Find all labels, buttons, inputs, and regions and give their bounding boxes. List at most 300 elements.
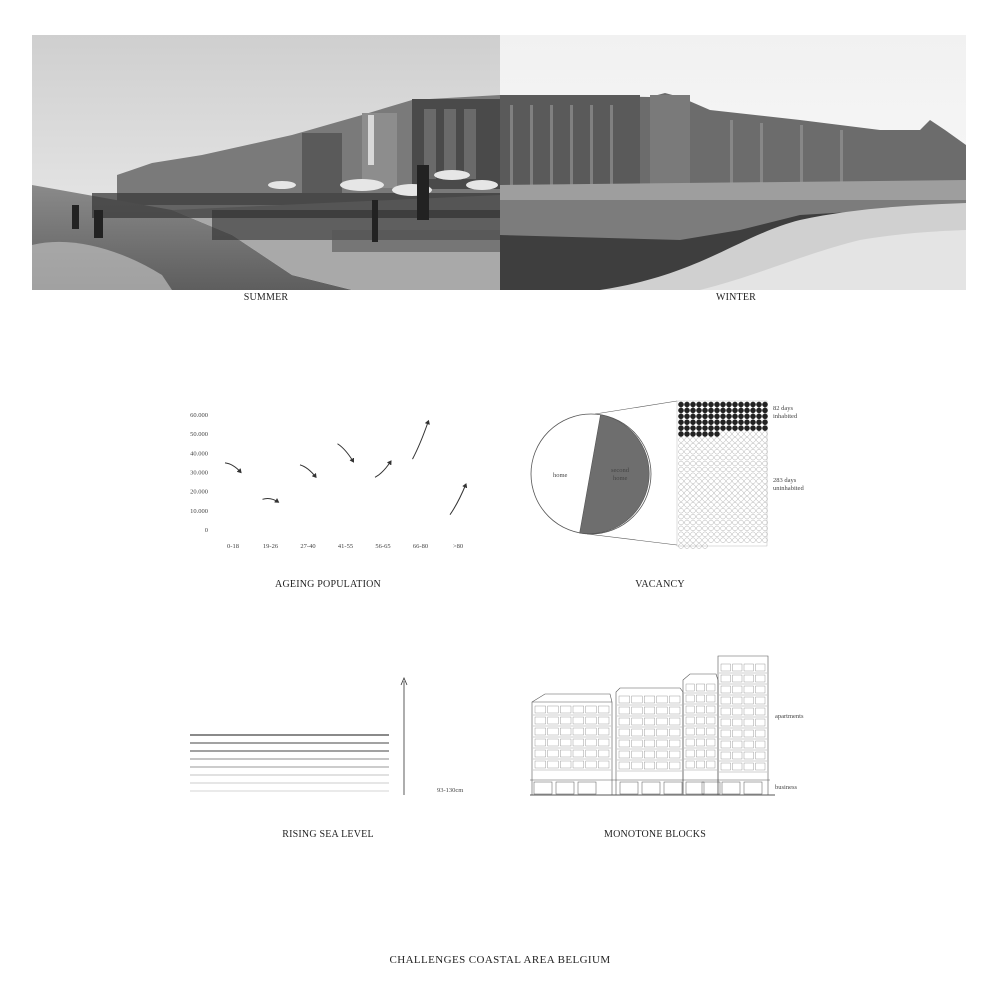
uninhabited-day-dot: [697, 479, 702, 484]
apartment-window: [560, 761, 571, 768]
x-tick-label: 56-65: [375, 543, 391, 550]
inhabited-day-dot: [762, 408, 767, 413]
summer-caption: SUMMER: [243, 292, 289, 303]
apartment-window: [535, 750, 546, 757]
uninhabited-day-dot: [757, 514, 762, 519]
inhabited-label-line1: 82 days: [773, 405, 794, 412]
uninhabited-day-dot: [691, 514, 696, 519]
uninhabited-day-dot: [715, 508, 720, 513]
apartment-window: [756, 741, 766, 748]
uninhabited-day-dot: [697, 508, 702, 513]
inhabited-day-dot: [744, 414, 749, 419]
apartment-window: [707, 684, 715, 691]
uninhabited-day-dot: [685, 485, 690, 490]
apartment-window: [632, 707, 643, 714]
uninhabited-day-dot: [721, 467, 726, 472]
uninhabited-day-dot: [715, 449, 720, 454]
uninhabited-day-dot: [727, 443, 732, 448]
apartment-window: [733, 730, 743, 737]
apartment-window: [686, 761, 694, 768]
apartment-window: [744, 719, 754, 726]
uninhabited-day-dot: [715, 455, 720, 460]
uninhabited-day-dot: [715, 479, 720, 484]
y-tick-label: 60.000: [190, 412, 208, 419]
apartment-window: [669, 729, 680, 736]
apartment-window: [573, 728, 584, 735]
uninhabited-day-dot: [739, 532, 744, 537]
uninhabited-day-dot: [739, 497, 744, 502]
inhabited-day-dot: [678, 420, 683, 425]
shop-front: [702, 782, 720, 794]
uninhabited-day-dot: [703, 520, 708, 525]
apartment-window: [756, 708, 766, 715]
uninhabited-day-dot: [751, 485, 756, 490]
uninhabited-day-dot: [745, 514, 750, 519]
uninhabited-day-dot: [757, 485, 762, 490]
shop-front: [620, 782, 638, 794]
apartment-window: [657, 751, 668, 758]
apartment-window: [686, 695, 694, 702]
uninhabited-day-dot: [709, 443, 714, 448]
uninhabited-day-dot: [691, 461, 696, 466]
inhabited-day-dot: [744, 402, 749, 407]
uninhabited-day-dot: [733, 520, 738, 525]
apartment-window: [733, 675, 743, 682]
uninhabited-day-dot: [715, 491, 720, 496]
uninhabited-day-dot: [721, 532, 726, 537]
uninhabited-day-dot: [697, 443, 702, 448]
inhabited-day-dot: [696, 408, 701, 413]
uninhabited-day-dot: [763, 473, 768, 478]
apartment-window: [598, 761, 609, 768]
uninhabited-day-dot: [709, 438, 714, 443]
uninhabited-day-dot: [715, 485, 720, 490]
uninhabited-day-dot: [697, 455, 702, 460]
uninhabited-day-dot: [745, 520, 750, 525]
apartment-window: [586, 739, 597, 746]
inhabited-day-dot: [738, 414, 743, 419]
uninhabited-day-dot: [757, 497, 762, 502]
uninhabited-day-dot: [721, 449, 726, 454]
ageing-population-chart: [180, 400, 480, 560]
inhabited-day-dot: [762, 420, 767, 425]
y-tick-label: 20.000: [190, 488, 208, 496]
uninhabited-day-dot: [751, 438, 756, 443]
uninhabited-day-dot: [697, 473, 702, 478]
uninhabited-day-dot: [685, 526, 690, 531]
uninhabited-day-dot: [727, 538, 732, 543]
uninhabited-day-dot: [703, 538, 708, 543]
inhabited-day-dot: [756, 426, 761, 431]
apartment-window: [560, 706, 571, 713]
inhabited-day-dot: [690, 431, 695, 436]
y-tick-label: 0: [204, 527, 208, 534]
apartment-window: [721, 686, 731, 693]
uninhabited-day-dot: [715, 514, 720, 519]
uninhabited-day-dot: [703, 526, 708, 531]
apartment-window: [733, 763, 743, 770]
uninhabited-day-dot: [757, 432, 762, 437]
uninhabited-day-dot: [733, 461, 738, 466]
winter-caption: WINTER: [715, 292, 757, 303]
y-tick-label: 10.000: [190, 507, 208, 515]
uninhabited-day-dot: [715, 473, 720, 478]
uninhabited-day-dot: [751, 497, 756, 502]
uninhabited-day-dot: [721, 461, 726, 466]
inhabited-day-dot: [708, 402, 713, 407]
shop-front: [642, 782, 660, 794]
uninhabited-day-dot: [721, 502, 726, 507]
uninhabited-day-dot: [739, 485, 744, 490]
apartment-window: [598, 750, 609, 757]
uninhabited-day-dot: [703, 514, 708, 519]
uninhabited-day-dot: [733, 508, 738, 513]
uninhabited-day-dot: [691, 508, 696, 513]
uninhabited-day-dot: [727, 485, 732, 490]
x-tick-label: 66-80: [412, 543, 429, 550]
uninhabited-day-dot: [739, 467, 744, 472]
uninhabited-day-dot: [763, 449, 768, 454]
inhabited-day-dot: [720, 426, 725, 431]
uninhabited-day-dot: [691, 473, 696, 478]
uninhabited-day-dot: [745, 455, 750, 460]
uninhabited-day-dot: [679, 491, 684, 496]
uninhabited-day-dot: [703, 532, 708, 537]
uninhabited-day-dot: [757, 438, 762, 443]
apartment-window: [619, 696, 630, 703]
inhabited-day-dot: [678, 426, 683, 431]
uninhabited-day-dot: [745, 491, 750, 496]
inhabited-day-dot: [756, 408, 761, 413]
shop-front: [578, 782, 596, 794]
uninhabited-day-dot: [745, 461, 750, 466]
uninhabited-day-dot: [721, 508, 726, 513]
uninhabited-day-dot: [727, 455, 732, 460]
uninhabited-day-dot: [727, 520, 732, 525]
apartment-window: [535, 739, 546, 746]
apartment-window: [756, 719, 766, 726]
uninhabited-day-dot: [709, 538, 714, 543]
inhabited-day-dot: [708, 408, 713, 413]
apartment-window: [619, 718, 630, 725]
uninhabited-day-dot: [679, 467, 684, 472]
inhabited-day-dot: [714, 408, 719, 413]
uninhabited-day-dot: [763, 443, 768, 448]
apartment-window: [756, 686, 766, 693]
inhabited-day-dot: [750, 402, 755, 407]
uninhabited-day-dot: [679, 479, 684, 484]
apartment-window: [657, 740, 668, 747]
inhabited-day-dot: [684, 402, 689, 407]
uninhabited-day-dot: [733, 455, 738, 460]
apartment-window: [644, 751, 655, 758]
uninhabited-day-dot: [727, 491, 732, 496]
inhabited-day-dot: [750, 426, 755, 431]
inhabited-day-dot: [696, 402, 701, 407]
uninhabited-day-dot: [691, 485, 696, 490]
ageing-population-caption: AGEING POPULATION: [275, 579, 381, 590]
inhabited-day-dot: [744, 426, 749, 431]
uninhabited-day-dot: [733, 432, 738, 437]
uninhabited-day-dot: [763, 532, 768, 537]
x-tick-label: 41-55: [337, 543, 354, 550]
apartment-window: [744, 664, 754, 671]
apartment-window: [632, 740, 643, 747]
apartment-window: [619, 729, 630, 736]
apartment-window: [744, 697, 754, 704]
inhabited-day-dot: [678, 414, 683, 419]
uninhabited-day-dot: [751, 502, 756, 507]
uninhabited-day-dot: [709, 473, 714, 478]
uninhabited-day-dot: [703, 479, 708, 484]
apartment-window: [548, 761, 559, 768]
uninhabited-day-dot: [763, 485, 768, 490]
uninhabited-day-dot: [703, 508, 708, 513]
uninhabited-day-dot: [739, 461, 744, 466]
inhabited-day-dot: [714, 402, 719, 407]
apartment-window: [721, 675, 731, 682]
apartment-window: [632, 729, 643, 736]
apartment-window: [598, 739, 609, 746]
uninhabited-day-dot: [733, 473, 738, 478]
uninhabited-day-dot: [751, 449, 756, 454]
uninhabited-day-dot: [721, 438, 726, 443]
uninhabited-day-dot: [685, 520, 690, 525]
uninhabited-day-dot: [709, 514, 714, 519]
uninhabited-day-dot: [763, 467, 768, 472]
uninhabited-day-dot: [733, 467, 738, 472]
uninhabited-day-dot: [739, 473, 744, 478]
uninhabited-day-dot: [709, 491, 714, 496]
uninhabited-day-dot: [733, 526, 738, 531]
inhabited-day-dot: [726, 408, 731, 413]
uninhabited-day-dot: [679, 438, 684, 443]
apartment-window: [573, 717, 584, 724]
uninhabited-day-dot: [727, 502, 732, 507]
uninhabited-day-dot: [751, 514, 756, 519]
apartment-window: [644, 729, 655, 736]
uninhabited-day-dot: [709, 449, 714, 454]
connector-bottom: [587, 534, 677, 545]
second-home-label-line2: home: [613, 475, 628, 482]
uninhabited-day-dot: [685, 449, 690, 454]
uninhabited-day-dot: [691, 443, 696, 448]
uninhabited-day-dot: [745, 508, 750, 513]
inhabited-day-dot: [684, 420, 689, 425]
monotone-blocks-elevation: [530, 650, 850, 800]
connector-top: [595, 401, 677, 414]
uninhabited-day-dot: [721, 526, 726, 531]
apartment-window: [696, 761, 704, 768]
second-home-label-line1: second: [611, 467, 630, 474]
inhabited-day-dot: [738, 426, 743, 431]
uninhabited-day-dot: [745, 497, 750, 502]
inhabited-day-dot: [720, 420, 725, 425]
apartment-window: [756, 697, 766, 704]
inhabited-day-dot: [696, 420, 701, 425]
uninhabited-day-dot: [733, 449, 738, 454]
apartment-window: [657, 729, 668, 736]
uninhabited-label-line1: 283 days: [773, 477, 797, 484]
apartment-window: [560, 750, 571, 757]
inhabited-day-dot: [732, 414, 737, 419]
apartment-window: [619, 707, 630, 714]
inhabited-day-dot: [690, 420, 695, 425]
uninhabited-day-dot: [745, 479, 750, 484]
uninhabited-day-dot: [709, 532, 714, 537]
apartment-window: [744, 708, 754, 715]
uninhabited-day-dot: [751, 467, 756, 472]
uninhabited-day-dot: [739, 526, 744, 531]
apartment-window: [573, 761, 584, 768]
inhabited-day-dot: [708, 431, 713, 436]
rise-label: 93-130cm: [437, 787, 464, 794]
uninhabited-day-dot: [709, 479, 714, 484]
y-tick-label: 50.000: [190, 431, 208, 439]
uninhabited-day-dot: [739, 455, 744, 460]
apartment-window: [644, 740, 655, 747]
uninhabited-day-dot: [691, 491, 696, 496]
uninhabited-day-dot: [739, 479, 744, 484]
apartment-window: [598, 728, 609, 735]
apartment-window: [573, 750, 584, 757]
uninhabited-day-dot: [727, 479, 732, 484]
x-tick-label: 27-40: [300, 543, 316, 550]
inhabited-day-dot: [738, 420, 743, 425]
uninhabited-day-dot: [721, 473, 726, 478]
apartment-window: [696, 695, 704, 702]
apartment-window: [733, 708, 743, 715]
age-group-trend-line: [450, 484, 466, 515]
uninhabited-day-dot: [685, 514, 690, 519]
apartment-window: [669, 751, 680, 758]
inhabited-day-dot: [684, 408, 689, 413]
apartment-window: [707, 739, 715, 746]
uninhabited-day-dot: [685, 491, 690, 496]
inhabited-day-dot: [690, 426, 695, 431]
apartment-window: [560, 739, 571, 746]
uninhabited-day-dot: [715, 532, 720, 537]
apartment-window: [721, 708, 731, 715]
inhabited-label-line2: inhabited: [773, 413, 798, 420]
apartment-window: [669, 762, 680, 769]
uninhabited-day-dot: [685, 538, 690, 543]
uninhabited-day-dot: [763, 514, 768, 519]
uninhabited-day-dot: [757, 473, 762, 478]
monotone-blocks-caption: MONOTONE BLOCKS: [604, 829, 706, 840]
uninhabited-day-dot: [697, 497, 702, 502]
apartment-window: [744, 730, 754, 737]
inhabited-day-dot: [756, 414, 761, 419]
uninhabited-day-dot: [697, 461, 702, 466]
age-group-trend-line: [413, 421, 429, 459]
inhabited-day-dot: [684, 414, 689, 419]
apartment-window: [756, 730, 766, 737]
apartment-window: [733, 664, 743, 671]
uninhabited-day-dot: [703, 485, 708, 490]
uninhabited-day-dot: [733, 485, 738, 490]
uninhabited-day-dot: [709, 502, 714, 507]
inhabited-day-dot: [714, 414, 719, 419]
uninhabited-day-dot: [757, 538, 762, 543]
uninhabited-day-dot: [727, 497, 732, 502]
uninhabited-day-dot: [721, 455, 726, 460]
inhabited-day-dot: [720, 408, 725, 413]
uninhabited-day-dot: [745, 502, 750, 507]
uninhabited-day-dot: [697, 514, 702, 519]
uninhabited-day-dot: [745, 473, 750, 478]
uninhabited-day-dot: [721, 479, 726, 484]
uninhabited-day-dot: [691, 449, 696, 454]
uninhabited-day-dot: [721, 443, 726, 448]
uninhabited-day-dot: [751, 443, 756, 448]
uninhabited-day-dot: [763, 520, 768, 525]
apartment-window: [548, 739, 559, 746]
inhabited-day-dot: [696, 414, 701, 419]
apartment-window: [644, 762, 655, 769]
uninhabited-day-dot: [751, 455, 756, 460]
uninhabited-day-dot: [727, 508, 732, 513]
shop-front: [556, 782, 574, 794]
inhabited-day-dot: [684, 426, 689, 431]
apartment-window: [707, 728, 715, 735]
uninhabited-day-dot: [721, 491, 726, 496]
apartment-window: [657, 762, 668, 769]
apartment-window: [721, 763, 731, 770]
uninhabited-day-dot: [727, 514, 732, 519]
uninhabited-day-dot: [757, 508, 762, 513]
uninhabited-day-dot: [763, 538, 768, 543]
page-title: CHALLENGES COASTAL AREA BELGIUM: [389, 954, 611, 966]
x-tick-label: 19-26: [262, 543, 279, 550]
inhabited-day-dot: [726, 420, 731, 425]
uninhabited-day-dot: [739, 438, 744, 443]
uninhabited-day-dot: [685, 508, 690, 513]
uninhabited-day-dot: [679, 526, 684, 531]
apartment-window: [644, 707, 655, 714]
apartment-window: [696, 684, 704, 691]
apartment-window: [644, 696, 655, 703]
uninhabited-day-dot: [745, 467, 750, 472]
uninhabited-day-dot: [679, 502, 684, 507]
uninhabited-day-dot: [739, 538, 744, 543]
apartment-window: [696, 706, 704, 713]
uninhabited-day-dot: [745, 485, 750, 490]
uninhabited-day-dot: [715, 526, 720, 531]
uninhabited-day-dot: [745, 432, 750, 437]
uninhabited-day-dot: [709, 526, 714, 531]
uninhabited-day-dot: [751, 508, 756, 513]
uninhabited-day-dot: [751, 538, 756, 543]
apartment-window: [619, 751, 630, 758]
inhabited-day-dot: [762, 402, 767, 407]
inhabited-day-dot: [750, 420, 755, 425]
uninhabited-day-dot: [757, 520, 762, 525]
uninhabited-day-dot: [709, 508, 714, 513]
inhabited-day-dot: [744, 408, 749, 413]
apartment-window: [686, 739, 694, 746]
apartment-window: [707, 706, 715, 713]
uninhabited-day-dot: [727, 438, 732, 443]
apartment-window: [586, 728, 597, 735]
uninhabited-day-dot: [733, 532, 738, 537]
uninhabited-day-dot: [745, 449, 750, 454]
uninhabited-day-dot: [679, 497, 684, 502]
apartment-window: [644, 718, 655, 725]
vacancy-caption: VACANCY: [635, 579, 685, 590]
uninhabited-day-dot: [721, 497, 726, 502]
apartment-window: [744, 686, 754, 693]
